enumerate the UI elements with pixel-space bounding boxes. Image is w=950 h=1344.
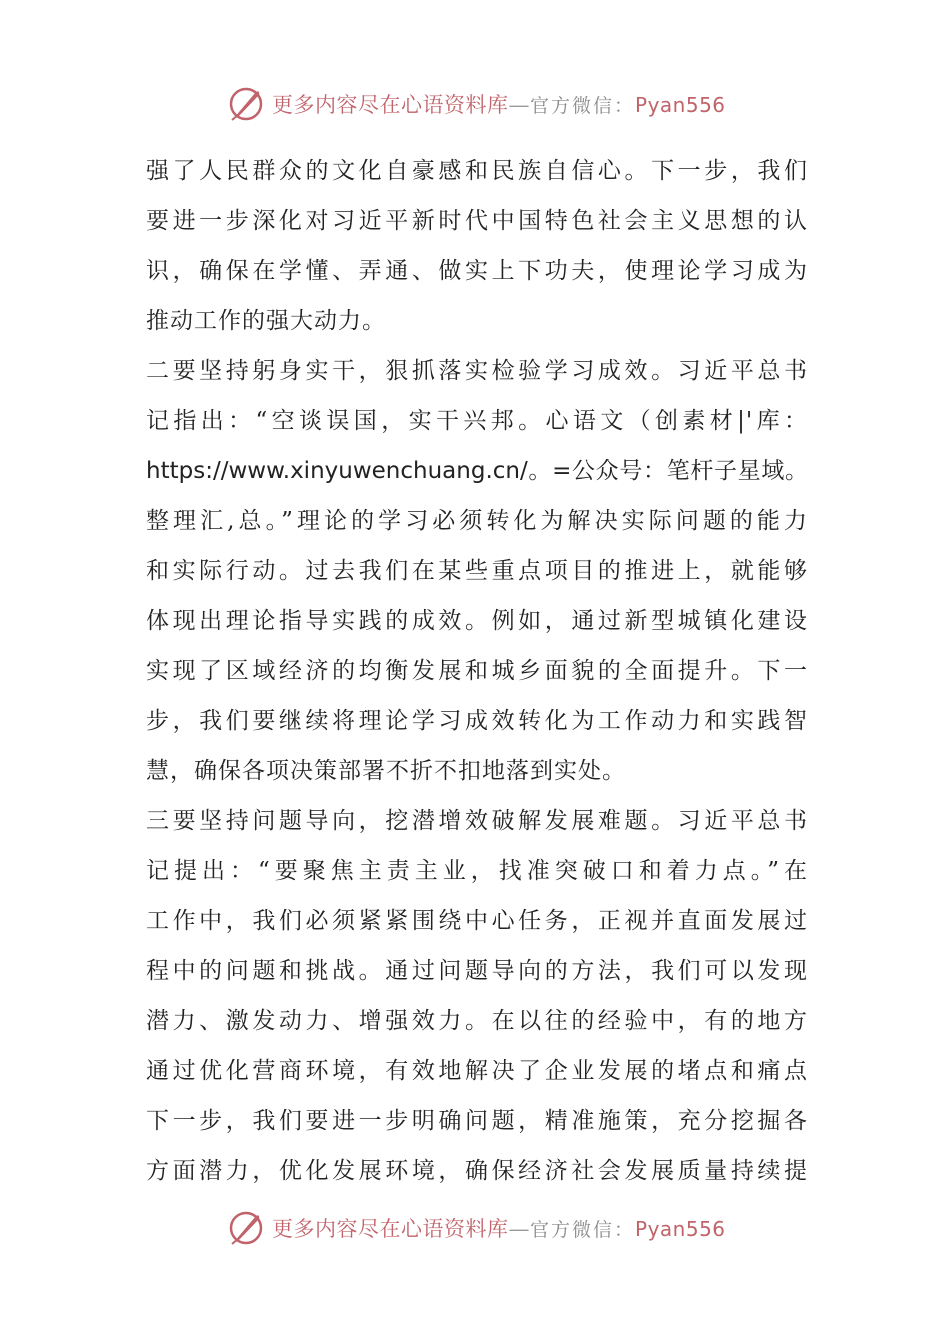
body-line: 体现出理论指导实践的成效。例如，通过新型城镇化建设 <box>146 608 808 634</box>
body-line: 和实际行动。过去我们在某些重点项目的推进上，就能够 <box>146 558 808 584</box>
body-line: 慧，确保各项决策部署不折不扣地落到实处。 <box>146 758 626 784</box>
body-line: 记提出：“要聚焦主责主业，找准突破口和着力点。”在 <box>146 858 808 884</box>
header-banner <box>226 82 726 126</box>
body-line: 要进一步深化对习近平新时代中国特色社会主义思想的认 <box>146 208 808 234</box>
body-line: 识，确保在学懂、弄通、做实上下功夫，使理论学习成为 <box>146 258 808 284</box>
footer-brand: 更多内容尽在心语资料库 <box>272 1217 509 1241</box>
header-official-label: 官方微信： <box>530 95 636 117</box>
header-dash: — <box>508 93 530 117</box>
body-line: 二要坚持躬身实干，狠抓落实检验学习成效。习近平总书 <box>146 358 808 384</box>
header-wechat-id: Pyan556 <box>635 93 726 117</box>
body-line: 推动工作的强大动力。 <box>146 308 386 334</box>
body-line: 通过优化营商环境，有效地解决了企业发展的堵点和痛点 <box>146 1058 808 1084</box>
body-line: 三要坚持问题导向，挖潜增效破解发展难题。习近平总书 <box>146 808 808 834</box>
footer-dash: — <box>508 1217 530 1241</box>
body-line: 整理汇,总。”理论的学习必须转化为解决实际问题的能力 <box>146 508 808 534</box>
body-line: 方面潜力，优化发展环境，确保经济社会发展质量持续提 <box>146 1158 808 1184</box>
footer-official-label: 官方微信： <box>530 1219 636 1241</box>
footer-wechat-id: Pyan556 <box>635 1217 726 1241</box>
quill-pen-logo-icon <box>226 84 266 124</box>
body-line: 潜力、激发动力、增强效力。在以往的经验中，有的地方 <box>146 1008 808 1034</box>
quill-pen-logo-icon <box>226 1208 266 1248</box>
body-line: 强了人民群众的文化自豪感和民族自信心。下一步，我们 <box>146 158 808 184</box>
header-brand: 更多内容尽在心语资料库 <box>272 93 509 117</box>
body-line: 下一步，我们要进一步明确问题，精准施策，充分挖掘各 <box>146 1108 808 1134</box>
footer-banner <box>226 1206 726 1250</box>
body-line: 实现了区域经济的均衡发展和城乡面貌的全面提升。下一 <box>146 658 808 684</box>
document-body <box>146 146 808 1196</box>
header-brand-text <box>272 89 726 119</box>
footer-brand-text <box>272 1213 726 1243</box>
body-line: 记指出：“空谈误国，实干兴邦。心语文（创素材|'库： <box>146 408 808 434</box>
body-line: 工作中，我们必须紧紧围绕中心任务，正视并直面发展过 <box>146 908 808 934</box>
body-line-url: https://www.xinyuwenchuang.cn/。=公众号：笔杆子星域。 <box>146 458 808 484</box>
body-line: 步，我们要继续将理论学习成效转化为工作动力和实践智 <box>146 708 808 734</box>
body-line: 程中的问题和挑战。通过问题导向的方法，我们可以发现 <box>146 958 808 984</box>
